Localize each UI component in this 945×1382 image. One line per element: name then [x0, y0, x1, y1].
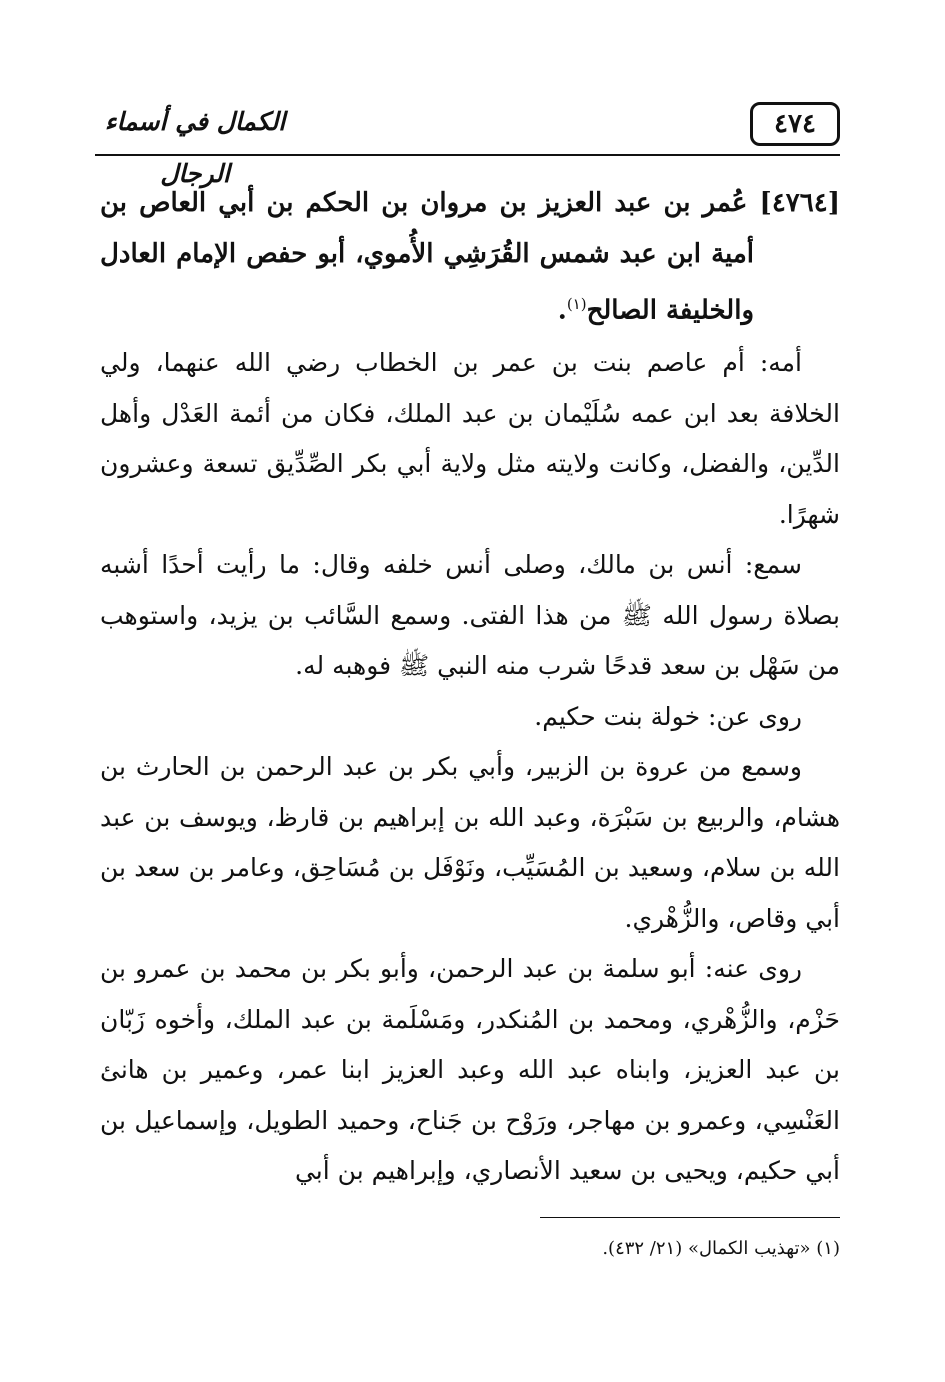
footnote-reference[interactable]: (١) — [566, 295, 587, 313]
footnote: (١) «تهذيب الكمال» (٢١/ ٤٣٢). — [602, 1238, 840, 1259]
entry-heading-end: . — [557, 295, 567, 326]
footnote-rule — [540, 1217, 840, 1218]
paragraph-mother: أمه: أم عاصم بنت بن عمر بن الخطاب رضي الله عنهما، ولي الخلافة بعد ابن عمه سُلَيْمان بن عبد الملك، فكان من أئمة العَدْل وأهل الدِّين، والفضل، وكانت ولايته مثل ولاية أبي بكر الصِّدِّيق تسعة وعشرون شهرًا. — [100, 348, 840, 529]
paragraph-narrated-from: روى عن: خولة بنت حكيم. — [534, 701, 802, 731]
header-rule — [95, 154, 840, 156]
book-title: الكمال في أسماء الرجال — [104, 107, 286, 188]
paragraph-heard-from: وسمع من عروة بن الزبير، وأبي بكر بن عبد الرحمن بن الحارث بن هشام، والربيع بن سَبْرَة، وعبد الله بن إبراهيم بن قارظ، ويوسف بن عبد الله بن سلام، وسعيد بن المُسَيِّب، ونَوْفَل بن مُسَاحِق، وعامر بن سعد بن أبي وقاص، والزُّهْري. — [100, 752, 840, 933]
paragraph-narrated-by: روى عنه: أبو سلمة بن عبد الرحمن، وأبو بكر بن محمد بن عمرو بن حَزْم، والزُّهْري، ومحمد بن المُنكدر، ومَسْلَمة بن عبد الملك، وأخوه زَبّان بن عبد العزيز، وابناه عبد الله وعبد العزيز ابنا عمر، وعمير بن هانئ العَنْسِي، وعمرو بن مهاجر، ورَوْح بن جَناح، وحميد الطويل، وإسماعيل بن أبي حكيم، ويحيى بن سعيد الأنصاري، وإبراهيم بن أبي — [100, 954, 840, 1186]
page-header — [95, 96, 840, 188]
main-text — [100, 178, 840, 1197]
entry-heading-text: [٤٧٦٤] عُمر بن عبد العزيز بن مروان بن الحكم بن أبي العاص بن أمية ابن عبد شمس القُرَشِي الأُموي، أبو حفص الإمام العادل والخليفة الصالح — [100, 188, 840, 326]
paragraph-heard: سمع: أنس بن مالك، وصلى أنس خلفه وقال: ما رأيت أحدًا أشبه بصلاة رسول الله ﷺ من هذا الفتى. وسمع السَّائب بن يزيد، واستوهب من سَهْل بن سعد قدحًا شرب منه النبي ﷺ فوهبه له. — [100, 550, 840, 681]
page-number: ٤٧٤ — [750, 102, 840, 146]
entry-heading — [100, 178, 840, 336]
